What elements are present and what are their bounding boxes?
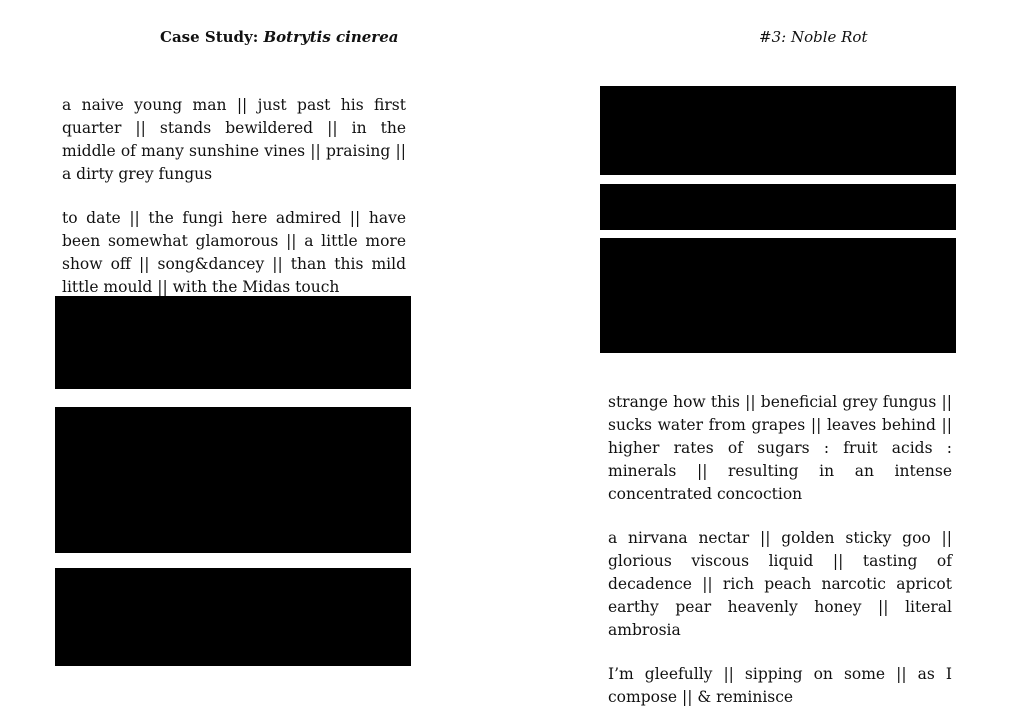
right-paragraph-3: I’m gleefully || sipping on some || as I compose || & reminisce xyxy=(608,665,952,706)
left-header-title: Botrytis cinerea xyxy=(263,28,399,46)
redacted-image-4 xyxy=(600,86,956,175)
right-header-title: Noble Rot xyxy=(790,28,868,46)
redacted-image-6 xyxy=(600,238,956,353)
left-paragraph-1: a naive young man || just past his first quarter || stands bewildered || in the middle of many sunshine vines || praising || a dirty grey fungus xyxy=(62,96,406,183)
right-header-number: #3: xyxy=(759,28,791,46)
right-body-text xyxy=(608,391,952,709)
right-header xyxy=(759,26,868,48)
right-paragraph-2: a nirvana nectar || golden sticky goo || glorious viscous liquid || tasting of decadence || rich peach narcotic apricot earthy pear heavenly honey || literal ambrosia xyxy=(608,529,952,639)
redacted-image-5 xyxy=(600,184,956,230)
redacted-image-1 xyxy=(55,296,411,389)
left-body-text xyxy=(62,94,406,299)
redacted-image-2 xyxy=(55,407,411,553)
right-paragraph-1: strange how this || beneficial grey fungus || sucks water from grapes || leaves behind || higher rates of sugars : fruit acids : minerals || resulting in an intense concentrated concoction xyxy=(608,393,952,503)
left-page xyxy=(0,0,511,725)
right-page xyxy=(511,0,1023,725)
redacted-image-3 xyxy=(55,568,411,666)
left-paragraph-2: to date || the fungi here admired || have been somewhat glamorous || a little more show off || song&dancey || than this mild little mould || with the Midas touch xyxy=(62,209,406,296)
left-header-prefix: Case Study: xyxy=(160,28,264,46)
left-header xyxy=(160,26,398,48)
